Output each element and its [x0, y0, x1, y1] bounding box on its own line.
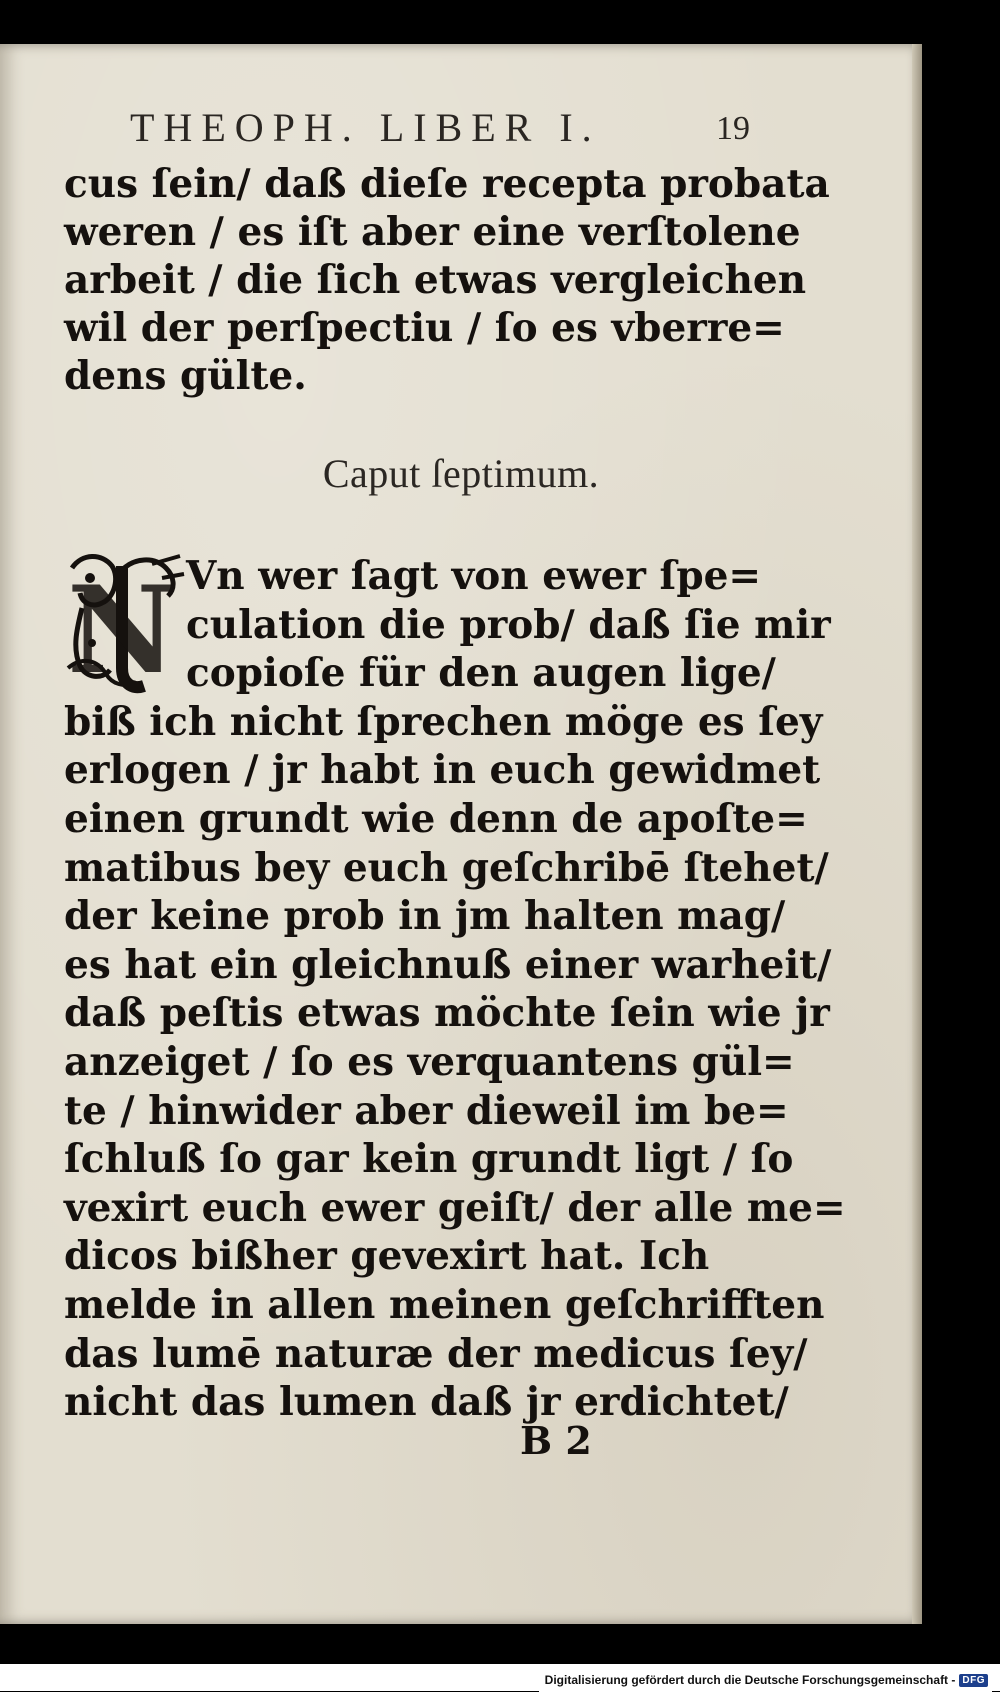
- running-head: [130, 104, 750, 154]
- running-head-title: THEOPH. LIBER I.: [130, 105, 601, 150]
- text-line: biß ich nicht ſprechen möge es ſey: [64, 698, 823, 745]
- text-line: matibus bey euch geſchribē ſtehet/: [64, 844, 829, 891]
- initial-glyph: N: [67, 560, 177, 698]
- text-line: daß peſtis etwas möchte ſein wie jr: [64, 990, 830, 1037]
- text-line: culation die prob/ daß ſie mir: [186, 601, 831, 648]
- text-line: Vn wer ſagt von ewer ſpe=: [186, 553, 762, 599]
- main-paragraph: [64, 552, 846, 1427]
- top-paragraph: [64, 160, 830, 400]
- text-line: anzeiget / ſo es verquantens gül=: [64, 1038, 795, 1085]
- digitization-credit: [539, 1668, 992, 1692]
- text-line: melde in allen meinen geſchrifften: [64, 1281, 825, 1328]
- credit-text: Digitalisierung gefördert durch die Deutsche Forschungsgemeinschaft -: [544, 1673, 956, 1687]
- text-line: dicos bißher gevexirt hat. Ich: [64, 1233, 710, 1280]
- text-line: nicht das lumen daß jr erdichtet/: [64, 1379, 789, 1426]
- text-line: dens gülte.: [64, 353, 307, 399]
- chapter-heading: Caput ſeptimum.: [322, 451, 600, 496]
- text-line: erlogen / jr habt in euch gewidmet: [64, 747, 821, 794]
- text-line: copioſe für den augen lige/: [186, 650, 776, 697]
- page-edge: [912, 44, 922, 1624]
- text-line: ſchluß ſo gar kein grundt ligt / ſo: [64, 1136, 794, 1183]
- text-line: vexirt euch ewer geiſt/ der alle me=: [64, 1184, 846, 1231]
- text-line: cus ſein/ daß dieſe recepta probata: [64, 161, 830, 207]
- signature-mark: B 2: [520, 1418, 592, 1463]
- dfg-logo-icon: DFG: [959, 1674, 988, 1687]
- text-line: wil der perſpectiu / ſo es vberre=: [64, 305, 785, 351]
- text-line: der keine prob in jm halten mag/: [64, 893, 786, 940]
- text-line: das lumē naturæ der medicus ſey/: [64, 1330, 808, 1377]
- page-number: 19: [716, 110, 750, 147]
- text-line: arbeit / die ſich etwas vergleichen: [64, 257, 807, 303]
- text-line: te / hinwider aber dieweil im be=: [64, 1087, 789, 1134]
- text-line: es hat ein gleichnuß einer warheit/: [64, 941, 832, 988]
- text-line: einen grundt wie denn de apoſte=: [64, 795, 808, 842]
- text-line: weren / es iſt aber eine verſtolene: [64, 209, 801, 255]
